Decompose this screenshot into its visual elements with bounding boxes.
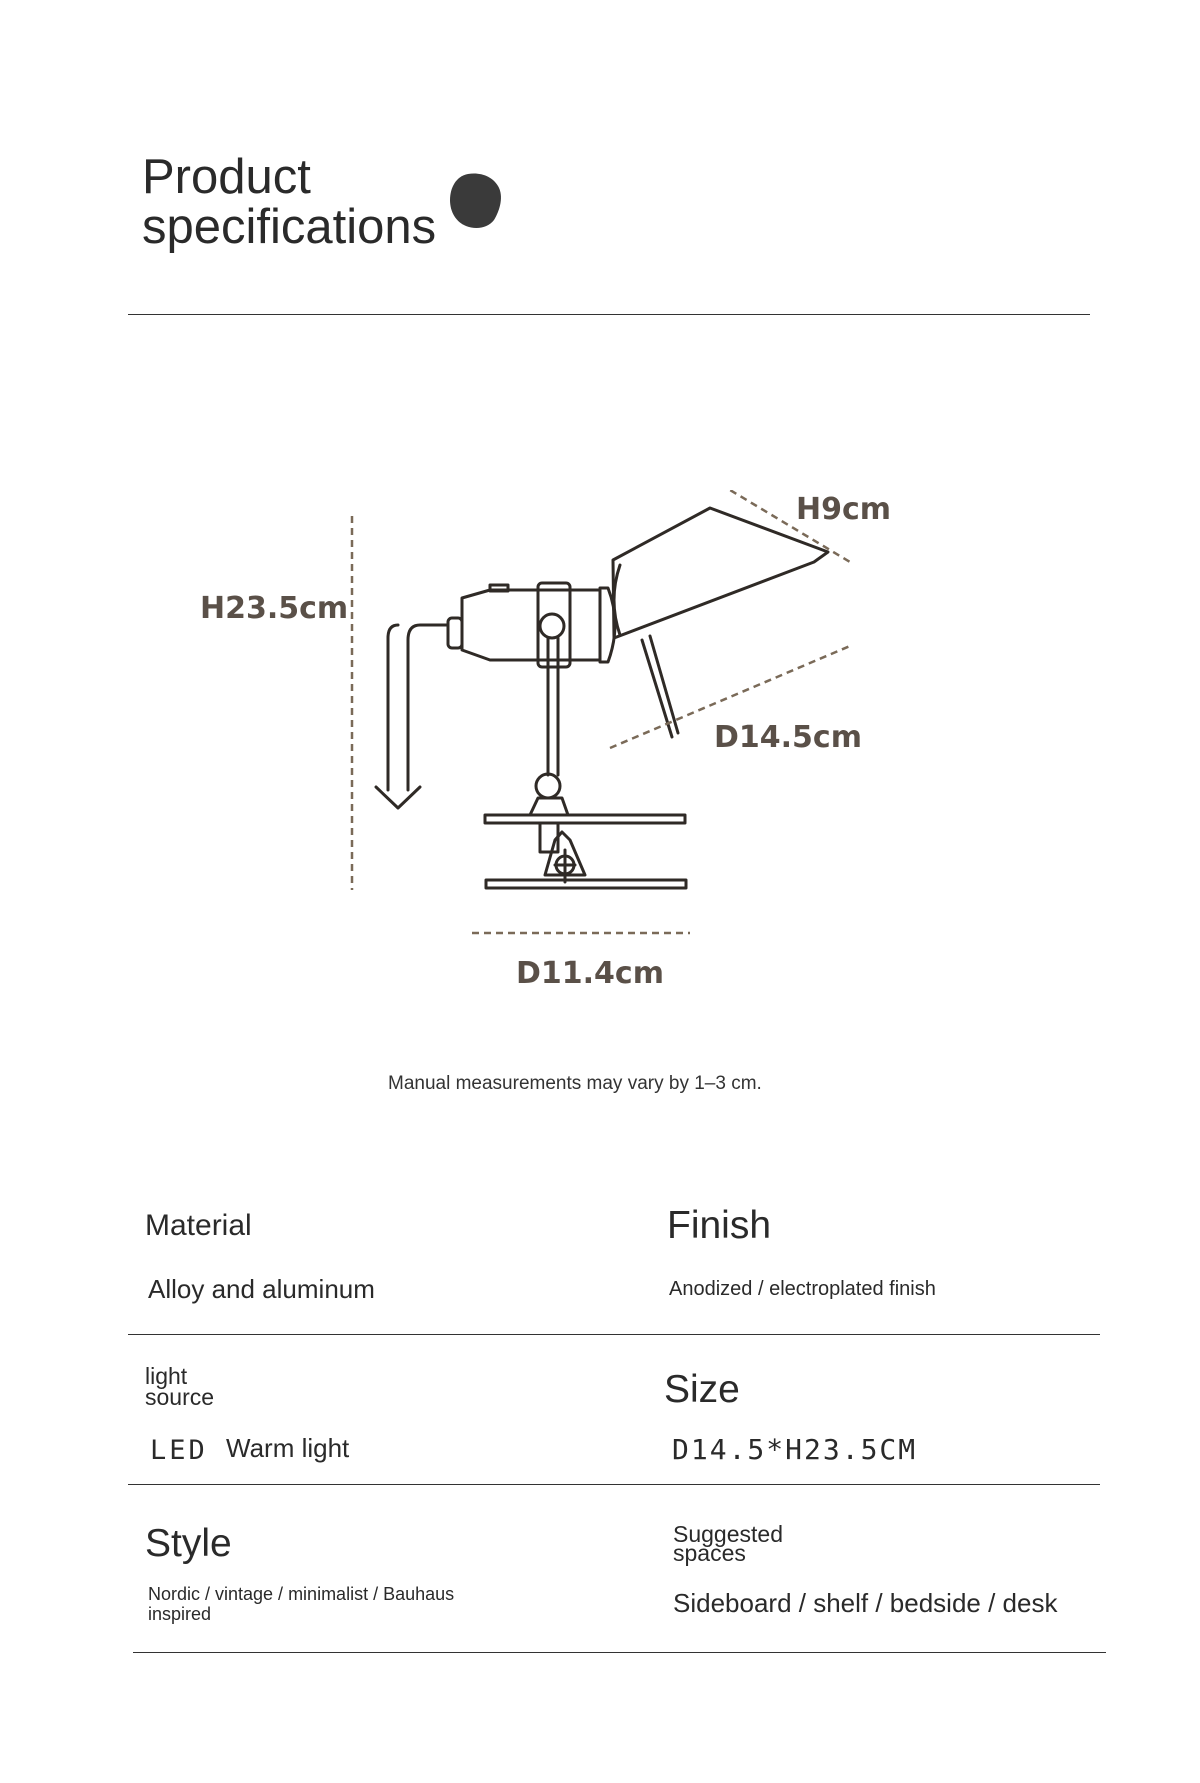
lamp-body — [462, 590, 600, 660]
light-source-type: LED — [150, 1435, 208, 1466]
style-label: Style — [145, 1522, 232, 1565]
material-label: Material — [145, 1209, 252, 1242]
spec-divider-2 — [128, 1484, 1100, 1485]
lamp-cord — [408, 625, 448, 790]
suggested-spaces-label-line-2: spaces — [673, 1540, 746, 1566]
style-value-line-1: Nordic / vintage / minimalist / Bauhaus — [148, 1584, 455, 1604]
suggested-spaces-value: Sideboard / shelf / bedside / desk — [673, 1588, 1058, 1618]
page-title-line-1: Product — [142, 150, 311, 204]
suggested-spaces-label-line-1: Suggested — [673, 1521, 783, 1547]
header-divider — [128, 314, 1090, 315]
size-value: D14.5*H23.5CM — [672, 1433, 918, 1466]
measurement-note: Manual measurements may vary by 1–3 cm. — [388, 1073, 762, 1094]
base-depth-dimension-label: D11.4cm — [516, 956, 664, 991]
finish-value: Anodized / electroplated finish — [669, 1278, 936, 1300]
lamp-dimension-diagram — [190, 490, 910, 1010]
light-source-label-line-2: source — [145, 1384, 215, 1410]
dark-blob-icon — [448, 172, 504, 230]
cord-arrow-icon — [376, 787, 420, 808]
lamp-cord-inner — [388, 625, 398, 790]
size-label: Size — [664, 1368, 740, 1411]
spec-divider-3 — [133, 1652, 1106, 1653]
light-source-label-line-1: light — [145, 1363, 188, 1389]
page-title-line-2: specifications — [142, 200, 437, 254]
style-value-line-2: inspired — [148, 1604, 212, 1624]
finish-label: Finish — [667, 1204, 772, 1247]
material-value: Alloy and aluminum — [148, 1274, 375, 1304]
shade-depth-dimension-label: D14.5cm — [714, 720, 862, 755]
height-dimension-label: H23.5cm — [200, 591, 349, 626]
shade-height-dimension-label: H9cm — [796, 492, 892, 527]
spec-divider-1 — [128, 1334, 1100, 1335]
light-source-value: Warm light — [226, 1433, 350, 1463]
lamp-shade — [613, 508, 828, 638]
